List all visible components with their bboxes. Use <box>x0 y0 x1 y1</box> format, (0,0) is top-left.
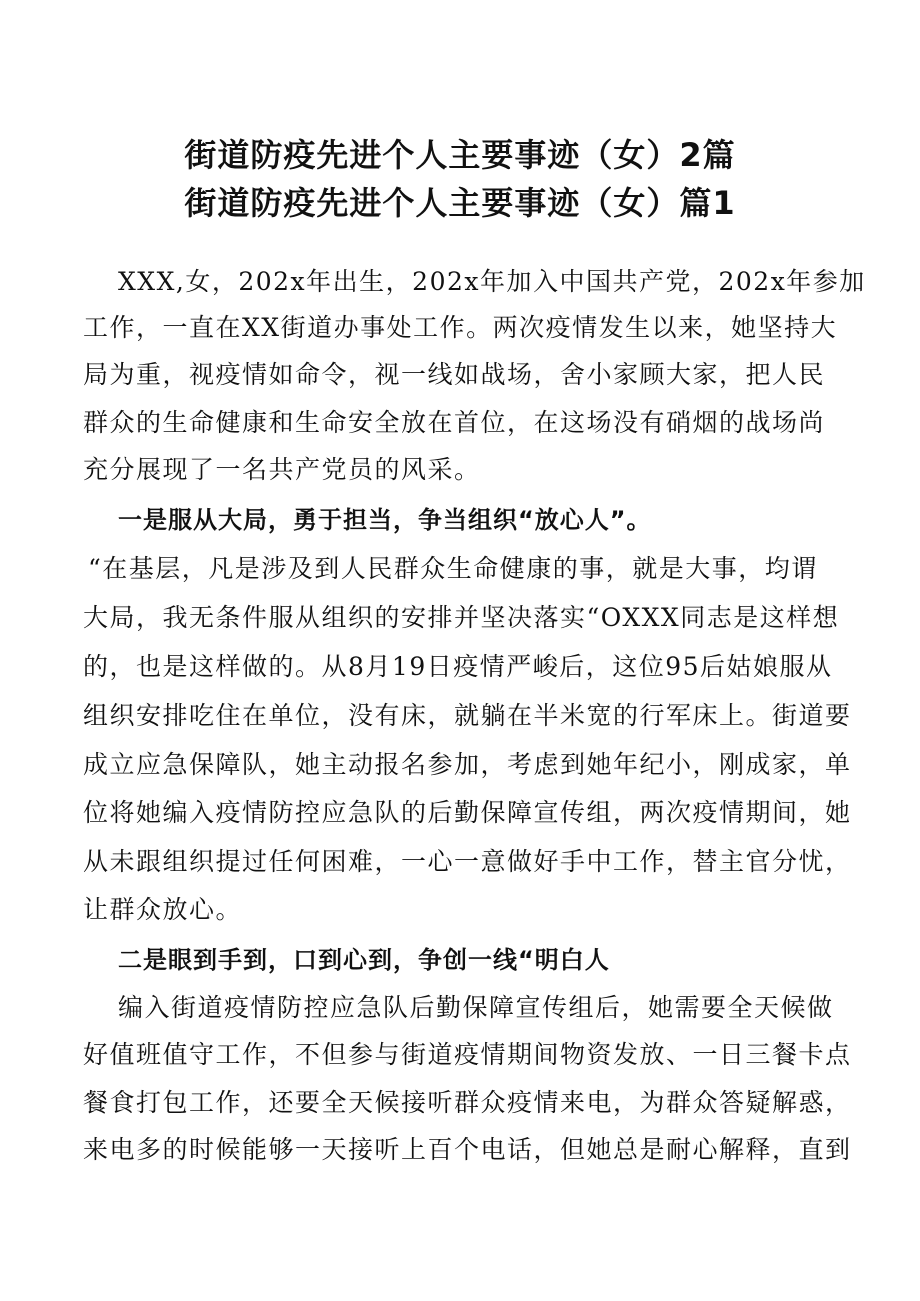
paragraph-line: 大局，我无条件服从组织的安排并坚决落实“OXXX同志是这样想 <box>83 603 840 632</box>
paragraph-line: 位将她编入疫情防控应急队的后勤保障宣传组，两次疫情期间，她 <box>83 798 852 827</box>
intro-line: XXX,女，202x年出生，202x年加入中国共产党，202x年参加 <box>118 267 866 296</box>
intro-line: 充分展现了一名共产党员的风采。 <box>83 455 481 484</box>
paragraph-line: 编入街道疫情防控应急队后勤保障宣传组后，她需要全天候做 <box>118 993 834 1022</box>
intro-line: 群众的生命健康和生命安全放在首位，在这场没有硝烟的战场尚 <box>83 408 826 437</box>
paragraph-line: 让群众放心。 <box>83 895 243 924</box>
document-title: 街道防疫先进个人主要事迹（女）2篇 <box>184 136 736 174</box>
paragraph-line: “在基层，凡是涉及到人民群众生命健康的事，就是大事，均谓 <box>88 554 818 583</box>
paragraph-line: 来电多的时候能够一天接听上百个电话，但她总是耐心解释，直到 <box>83 1135 852 1164</box>
section-heading-2: 二是眼到手到，口到心到，争创一线“明白人 <box>118 946 610 974</box>
paragraph-line: 餐食打包工作，还要全天候接听群众疫情来电，为群众答疑解惑， <box>83 1088 852 1117</box>
section-title: 街道防疫先进个人主要事迹（女）篇1 <box>184 184 736 222</box>
section-heading-1: 一是服从大局，勇于担当，争当组织“放心人”。 <box>118 506 652 534</box>
paragraph-line: 成立应急保障队，她主动报名参加，考虑到她年纪小，刚成家，单 <box>83 750 852 779</box>
intro-line: 局为重，视疫情如命令，视一线如战场，舍小家顾大家，把人民 <box>83 360 826 389</box>
paragraph-line: 的，也是这样做的。从8月19日疫情严峻后，这位95后姑娘服从 <box>83 652 833 681</box>
paragraph-line: 组织安排吃住在单位，没有床，就躺在半米宽的行军床上。街道要 <box>83 701 852 730</box>
intro-line: 工作，一直在XX街道办事处工作。两次疫情发生以来，她坚持大 <box>83 313 838 342</box>
paragraph-line: 好值班值守工作，不但参与街道疫情期间物资发放、一日三餐卡点 <box>83 1040 852 1069</box>
paragraph-line: 从未跟组织提过任何困难，一心一意做好手中工作，替主官分忧， <box>83 847 852 876</box>
